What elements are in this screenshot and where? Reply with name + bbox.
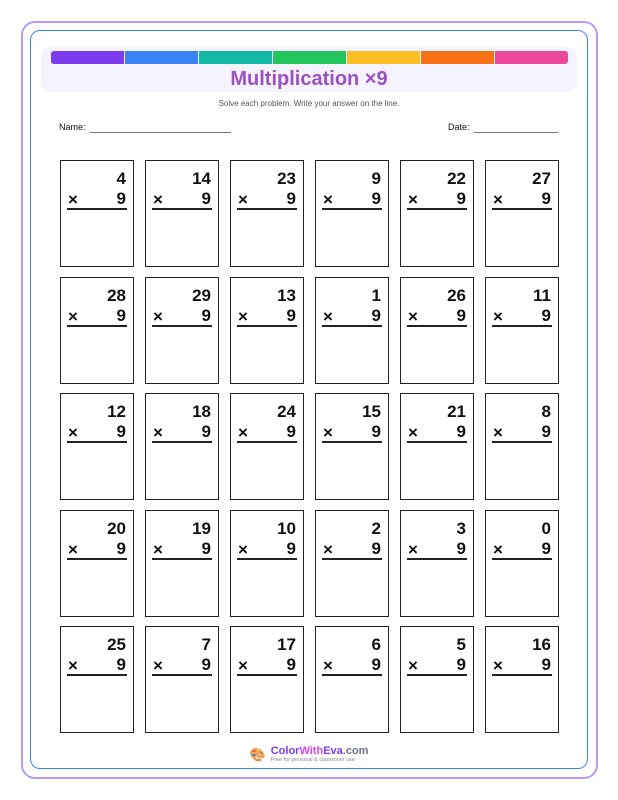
brand-name-part: .com: [342, 745, 369, 757]
answer-line: [492, 558, 552, 560]
multiplier: 9: [371, 538, 381, 558]
problem-card[interactable]: [145, 160, 219, 267]
multiplicand: 20: [107, 518, 126, 538]
multiply-sign: ×: [323, 656, 333, 675]
problem-card[interactable]: [60, 277, 134, 384]
artist-palette-icon: 🎨: [249, 746, 266, 762]
multiplicand: 25: [107, 635, 126, 654]
problem-card[interactable]: [315, 626, 389, 733]
problem-card[interactable]: [145, 626, 219, 733]
problem-card[interactable]: [60, 160, 134, 267]
multiplier: 9: [201, 422, 211, 441]
answer-line: [492, 674, 552, 676]
multiplier: 9: [286, 189, 296, 208]
problem-card[interactable]: [485, 277, 559, 384]
answer-line: [67, 441, 127, 443]
multiplicand: 17: [277, 635, 296, 654]
multiplier: 9: [201, 305, 211, 325]
multiply-sign: ×: [493, 423, 503, 442]
multiplier: 9: [286, 305, 296, 325]
problem-card[interactable]: [485, 510, 559, 617]
answer-line: [152, 558, 212, 560]
multiplier: 9: [456, 305, 466, 325]
brand-name-part: Eva: [323, 745, 343, 757]
multiplier: 9: [116, 305, 126, 325]
multiply-sign: ×: [408, 306, 418, 326]
multiply-sign: ×: [238, 423, 248, 442]
date-field[interactable]: [448, 122, 558, 133]
problem-card[interactable]: [230, 160, 304, 267]
multiplier: 9: [456, 189, 466, 208]
date-label: Date:: [448, 122, 470, 132]
multiplicand: 16: [532, 635, 551, 654]
problem-card[interactable]: [315, 510, 389, 617]
problem-card[interactable]: [485, 160, 559, 267]
multiplier: 9: [371, 422, 381, 441]
answer-line: [322, 208, 382, 210]
answer-line: [407, 558, 467, 560]
multiply-sign: ×: [68, 539, 78, 559]
multiply-sign: ×: [68, 190, 78, 209]
multiply-sign: ×: [153, 656, 163, 675]
multiplier: 9: [116, 189, 126, 208]
answer-line: [492, 325, 552, 327]
multiplicand: 19: [192, 518, 211, 538]
answer-line: [322, 558, 382, 560]
multiplier: 9: [371, 305, 381, 325]
name-blank-line[interactable]: [90, 123, 231, 133]
multiplicand: 12: [107, 402, 126, 421]
answer-line: [407, 325, 467, 327]
multiplier: 9: [541, 305, 551, 325]
multiply-sign: ×: [323, 423, 333, 442]
multiplicand: 23: [277, 169, 296, 188]
problem-card[interactable]: [400, 510, 474, 617]
answer-line: [492, 441, 552, 443]
multiply-sign: ×: [408, 190, 418, 209]
multiplicand: 3: [456, 518, 466, 538]
multiply-sign: ×: [493, 306, 503, 326]
problem-card[interactable]: [145, 393, 219, 500]
color-bar-segment: [421, 51, 494, 64]
answer-line: [152, 208, 212, 210]
problem-card[interactable]: [230, 510, 304, 617]
problem-card[interactable]: [400, 160, 474, 267]
problem-card[interactable]: [60, 626, 134, 733]
multiplicand: 1: [371, 285, 381, 305]
problem-card[interactable]: [400, 277, 474, 384]
answer-line: [322, 674, 382, 676]
multiplier: 9: [116, 655, 126, 674]
problem-card[interactable]: [485, 393, 559, 500]
multiplicand: 22: [447, 169, 466, 188]
multiplier: 9: [456, 655, 466, 674]
problem-card[interactable]: [230, 626, 304, 733]
multiplier: 9: [456, 538, 466, 558]
problem-card[interactable]: [230, 393, 304, 500]
multiply-sign: ×: [408, 423, 418, 442]
multiplier: 9: [201, 538, 211, 558]
brand-block: [271, 745, 369, 764]
answer-line: [67, 674, 127, 676]
multiply-sign: ×: [238, 539, 248, 559]
answer-line: [237, 325, 297, 327]
problem-card[interactable]: [315, 277, 389, 384]
multiply-sign: ×: [238, 306, 248, 326]
footer: [0, 745, 618, 764]
problem-card[interactable]: [315, 160, 389, 267]
multiply-sign: ×: [493, 190, 503, 209]
multiplicand: 26: [447, 285, 466, 305]
rainbow-color-bar: [51, 51, 568, 64]
answer-line: [407, 208, 467, 210]
answer-line: [407, 441, 467, 443]
problem-card[interactable]: [60, 510, 134, 617]
multiplicand: 6: [371, 635, 381, 654]
multiplicand: 29: [192, 285, 211, 305]
answer-line: [67, 558, 127, 560]
multiplier: 9: [286, 655, 296, 674]
color-bar-segment: [273, 51, 346, 64]
answer-line: [237, 674, 297, 676]
answer-line: [237, 208, 297, 210]
answer-line: [322, 325, 382, 327]
multiply-sign: ×: [68, 306, 78, 326]
multiplicand: 2: [371, 518, 381, 538]
problem-card[interactable]: [400, 626, 474, 733]
color-bar-segment: [199, 51, 272, 64]
multiply-sign: ×: [408, 656, 418, 675]
multiply-sign: ×: [153, 423, 163, 442]
worksheet-title: Multiplication ×9: [230, 68, 388, 90]
answer-line: [237, 558, 297, 560]
multiply-sign: ×: [323, 306, 333, 326]
multiplier: 9: [116, 422, 126, 441]
multiply-sign: ×: [323, 539, 333, 559]
multiplier: 9: [541, 189, 551, 208]
problem-grid: [60, 160, 559, 733]
multiplier: 9: [371, 189, 381, 208]
answer-line: [152, 325, 212, 327]
multiply-sign: ×: [493, 539, 503, 559]
color-bar-segment: [51, 51, 124, 64]
multiplicand: 15: [362, 402, 381, 421]
multiplicand: 0: [541, 518, 551, 538]
multiplier: 9: [371, 655, 381, 674]
name-field[interactable]: [59, 122, 231, 133]
answer-line: [152, 441, 212, 443]
multiplicand: 21: [447, 402, 466, 421]
problem-card[interactable]: [60, 393, 134, 500]
brand-tagline: Free for personal & classroom use: [270, 757, 355, 763]
multiplicand: 14: [192, 169, 211, 188]
multiplier: 9: [201, 655, 211, 674]
multiplicand: 4: [116, 169, 126, 188]
problem-card[interactable]: [145, 277, 219, 384]
multiplier: 9: [201, 189, 211, 208]
color-bar-segment: [347, 51, 420, 64]
multiplicand: 10: [277, 518, 296, 538]
multiply-sign: ×: [68, 423, 78, 442]
answer-line: [407, 674, 467, 676]
multiplicand: 13: [277, 285, 296, 305]
multiply-sign: ×: [323, 190, 333, 209]
multiply-sign: ×: [153, 190, 163, 209]
multiplicand: 24: [277, 402, 296, 421]
multiplier: 9: [541, 538, 551, 558]
color-bar-segment: [125, 51, 198, 64]
multiply-sign: ×: [153, 539, 163, 559]
multiply-sign: ×: [68, 656, 78, 675]
multiplicand: 11: [533, 285, 551, 305]
multiplicand: 27: [532, 169, 551, 188]
brand-name-part: Color: [270, 745, 300, 757]
color-bar-segment: [495, 51, 568, 64]
multiplier: 9: [286, 422, 296, 441]
answer-line: [237, 441, 297, 443]
date-blank-line[interactable]: [474, 123, 558, 133]
answer-line: [67, 208, 127, 210]
problem-card[interactable]: [400, 393, 474, 500]
problem-card[interactable]: [145, 510, 219, 617]
problem-card[interactable]: [315, 393, 389, 500]
answer-line: [322, 441, 382, 443]
multiplicand: 9: [371, 169, 381, 188]
multiplier: 9: [456, 422, 466, 441]
multiplicand: 7: [201, 635, 211, 654]
multiplier: 9: [541, 655, 551, 674]
multiply-sign: ×: [493, 656, 503, 675]
multiply-sign: ×: [238, 190, 248, 209]
multiplicand: 18: [192, 402, 211, 421]
instructions-text: Solve each problem. Write your answer on the line.: [218, 99, 400, 108]
multiplier: 9: [541, 422, 551, 441]
name-label: Name:: [59, 122, 86, 132]
answer-line: [152, 674, 212, 676]
answer-line: [67, 325, 127, 327]
multiplier: 9: [116, 538, 126, 558]
multiplier: 9: [286, 538, 296, 558]
multiplicand: 5: [456, 635, 466, 654]
answer-line: [492, 208, 552, 210]
multiplicand: 8: [541, 402, 551, 421]
multiply-sign: ×: [408, 539, 418, 559]
multiply-sign: ×: [153, 306, 163, 326]
problem-card[interactable]: [230, 277, 304, 384]
multiply-sign: ×: [238, 656, 248, 675]
problem-card[interactable]: [485, 626, 559, 733]
brand-name-part: With: [299, 745, 324, 757]
multiplicand: 28: [107, 285, 126, 305]
brand-name[interactable]: [271, 745, 369, 757]
